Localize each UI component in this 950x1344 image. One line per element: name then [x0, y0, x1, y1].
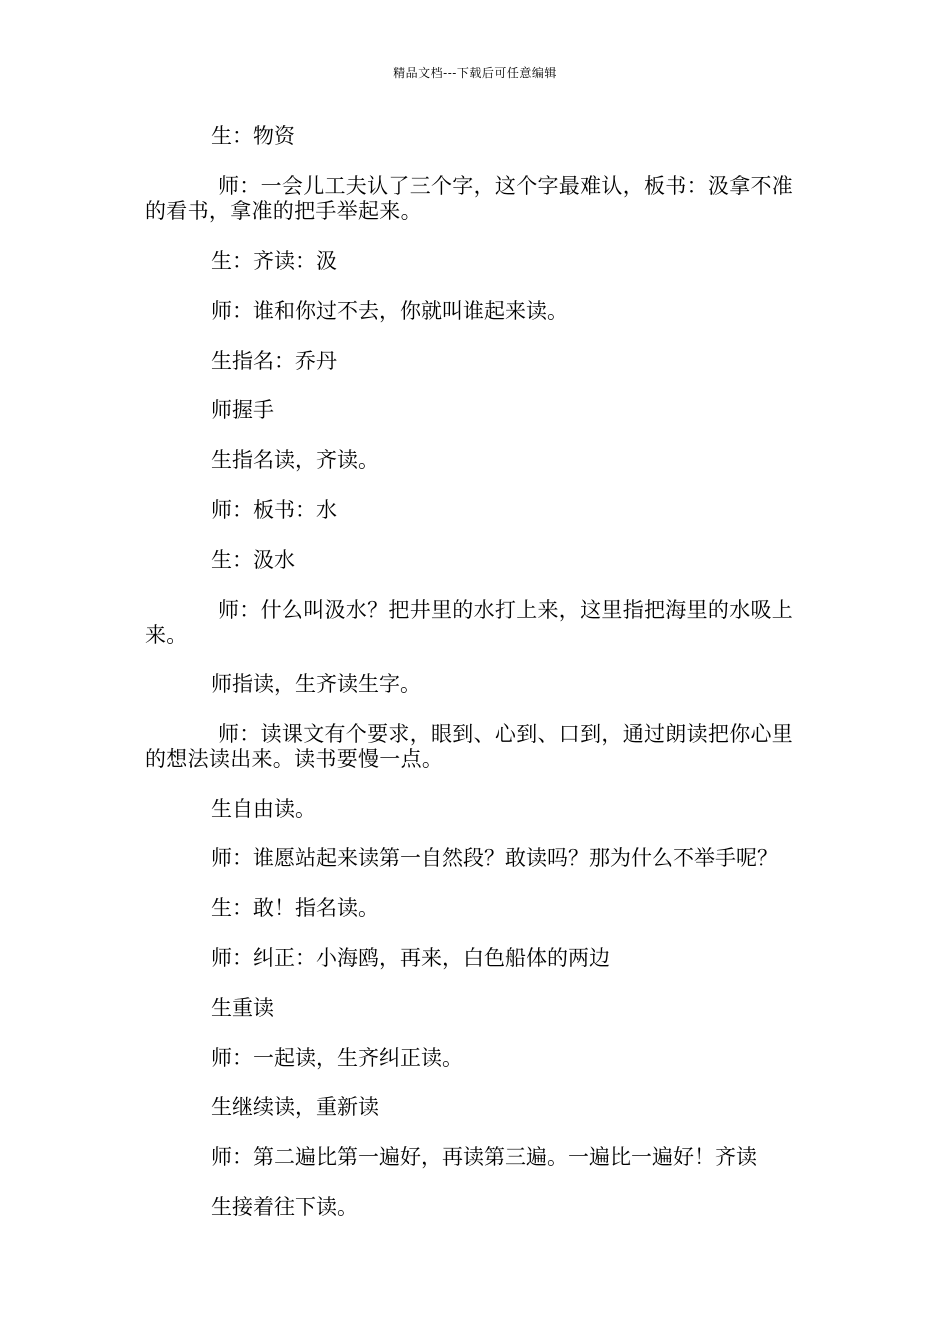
paragraph: 生指名读，齐读。 — [211, 448, 379, 472]
paragraph: 生指名：乔丹 — [211, 349, 337, 373]
paragraph: 生：齐读：汲 — [211, 249, 337, 273]
paragraph: 师：纠正：小海鸥，再来，白色船体的两边 — [211, 946, 610, 970]
paragraph: 师：第二遍比第一遍好，再读第三遍。一遍比一遍好！齐读 — [211, 1145, 757, 1169]
paragraph: 师：谁和你过不去，你就叫谁起来读。 — [211, 299, 568, 323]
paragraph: 生：物资 — [211, 124, 295, 148]
paragraph: 师：什么叫汲水？把井里的水打上来，这里指把海里的水吸上来。 — [145, 598, 794, 647]
paragraph: 生自由读。 — [211, 797, 316, 821]
paragraph: 师：一起读，生齐纠正读。 — [211, 1046, 463, 1070]
paragraph: 师指读，生齐读生字。 — [211, 672, 421, 696]
paragraph: 生继续读，重新读 — [211, 1095, 379, 1119]
paragraph: 师握手 — [211, 398, 274, 422]
paragraph: 师：一会儿工夫认了三个字，这个字最难认，板书：汲拿不准的看书，拿准的把手举起来。 — [145, 174, 794, 223]
paragraph: 生重读 — [211, 996, 274, 1020]
paragraph: 生：敢！指名读。 — [211, 896, 379, 920]
paragraph: 生接着往下读。 — [211, 1195, 358, 1219]
page-header: 精品文档---下载后可任意编辑 — [393, 66, 557, 80]
paragraph: 生：汲水 — [211, 548, 295, 572]
paragraph: 师：谁愿站起来读第一自然段？敢读吗？那为什么不举手呢？ — [211, 846, 778, 870]
paragraph: 师：读课文有个要求，眼到、心到、口到，通过朗读把你心里的想法读出来。读书要慢一点。 — [145, 722, 794, 771]
paragraph: 师：板书：水 — [211, 498, 337, 522]
